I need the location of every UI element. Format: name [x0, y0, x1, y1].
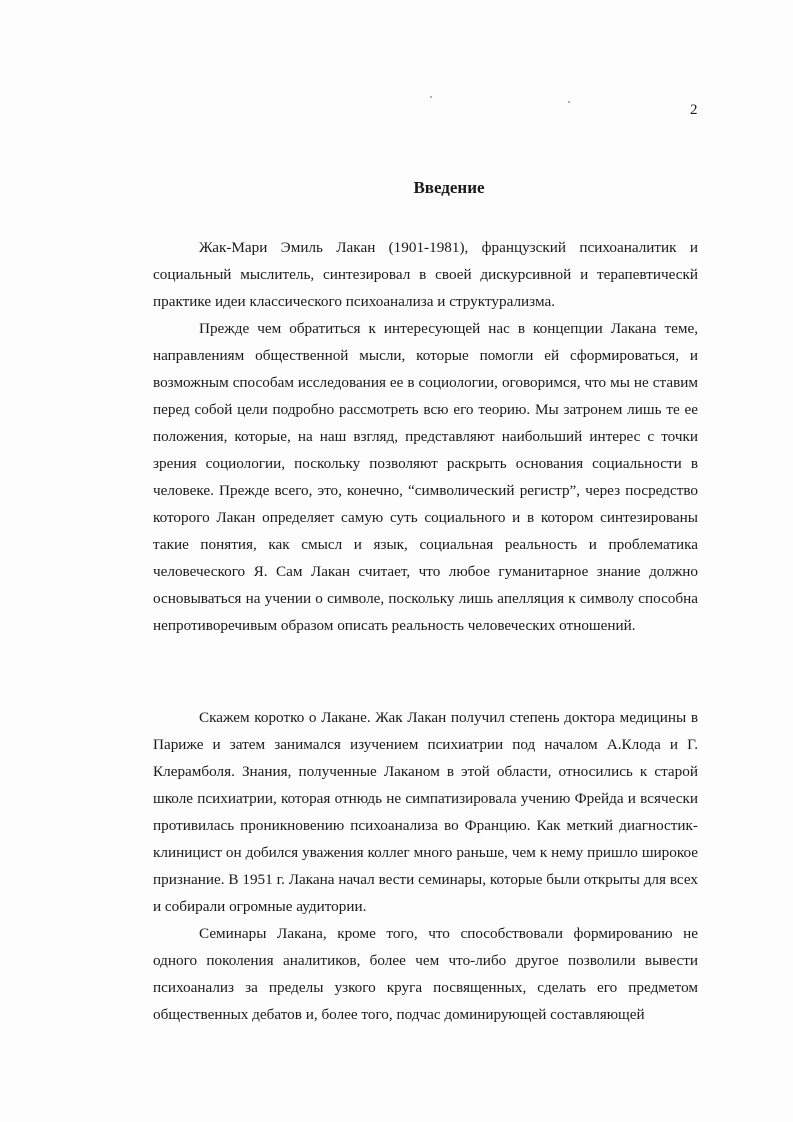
page-number: 2 — [690, 102, 698, 118]
paragraph: Семинары Лакана, кроме того, что способствовали формированию не одного поколения аналитиков, более чем что-либо другое позволили вывести психоанализ за пределы узкого круга посвященных, сделать его предметом общественных дебатов и, более того, подчас доминирующей составляющей — [153, 925, 698, 1023]
scan-speck — [430, 96, 432, 98]
paragraph: Скажем коротко о Лакане. Жак Лакан получил степень доктора медицины в Париже и затем занимался изучением психиатрии под началом А.Клода и Г. Клерамболя. Знания, полученные Лаканом в этой области, относились к старой школе психиатрии, которая отнюдь не симпатизировала учению Фрейда и всячески противилась проникновению психоанализа во Францию. Как меткий диагностик-клиницист он добился уважения коллег много раньше, чем к нему пришло широкое признание. В 1951 г. Лакана начал вести семинары, которые были открыты для всех и собирали огромные аудитории. — [153, 709, 698, 915]
intro-text-block — [153, 234, 698, 639]
paragraph: Прежде чем обратиться к интересующей нас в концепции Лакана теме, направлениям общественной мысли, которые помогли ей сформироваться, и возможным способам исследования ее в социологии, оговоримся, что мы не ставим перед собой цели подробно рассмотреть всю его теорию. Мы затронем лишь те ее положения, которые, на наш взгляд, представляют наибольший интерес с точки зрения социологии, поскольку позволяют раскрыть основания социальности в человеке. Прежде всего, это, конечно, “символический регистр”, через посредство которого Лакан определяет самую суть социального и в котором синтезированы такие понятия, как смысл и язык, социальная реальность и проблематика человеческого Я. Сам Лакан считает, что любое гуманитарное знание должно основываться на учении о символе, поскольку лишь апелляция к символу способна непротиворечивым образом описать реальность человеческих отношений. — [153, 320, 698, 634]
scan-speck — [568, 101, 570, 103]
biography-text-block — [153, 704, 698, 1028]
paragraph: Жак-Мари Эмиль Лакан (1901-1981), французский психоаналитик и социальный мыслитель, синтезировал в своей дискурсивной и терапевтическй практике идеи классического психоанализа и структурализма. — [153, 239, 698, 310]
page-title: Введение — [413, 178, 485, 197]
